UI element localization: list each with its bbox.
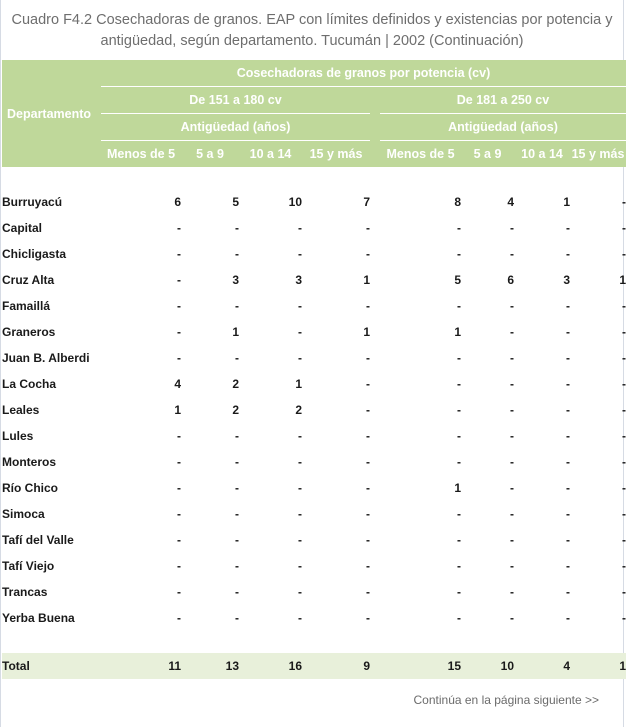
value-cell: - <box>566 455 570 469</box>
value-cell: - <box>298 533 302 547</box>
value-cell: 1 <box>363 325 370 339</box>
col-header-10-14: 10 a 14 <box>514 141 570 168</box>
table-row <box>2 293 626 319</box>
row-label: Juan B. Alberdi <box>2 351 90 365</box>
value-cell: - <box>298 507 302 521</box>
col-header-menos-5: Menos de 5 <box>101 141 181 168</box>
value-cell: - <box>566 429 570 443</box>
value-cell: 4 <box>514 653 570 679</box>
table-row <box>2 501 626 527</box>
value-cell: - <box>457 611 461 625</box>
gap-cell <box>370 501 380 527</box>
value-cell: - <box>298 247 302 261</box>
value-cell: 1 <box>454 325 461 339</box>
row-label: Tafí del Valle <box>2 533 74 547</box>
value-cell: 2 <box>232 377 239 391</box>
value-cell: - <box>566 221 570 235</box>
row-label: La Cocha <box>2 377 57 391</box>
value-cell: - <box>510 507 514 521</box>
value-cell: - <box>235 507 239 521</box>
value-cell: - <box>298 351 302 365</box>
value-cell: - <box>298 559 302 573</box>
col-header-range-2: De 181 a 250 cv <box>380 87 626 114</box>
row-label: Famaillá <box>2 299 51 313</box>
value-cell: 1 <box>174 403 181 417</box>
gap-cell <box>370 189 380 215</box>
col-header-15-mas: 15 y más <box>570 141 626 168</box>
gap-cell <box>370 267 380 293</box>
value-cell: 7 <box>363 195 370 209</box>
gap-cell <box>370 241 380 267</box>
value-cell: - <box>622 455 626 469</box>
value-cell: - <box>457 351 461 365</box>
value-cell: - <box>457 247 461 261</box>
value-cell: - <box>235 351 239 365</box>
value-cell: 2 <box>232 403 239 417</box>
value-cell: - <box>510 377 514 391</box>
value-cell: - <box>566 559 570 573</box>
col-header-gap <box>370 141 380 168</box>
value-cell: - <box>510 247 514 261</box>
value-cell: - <box>566 481 570 495</box>
value-cell: - <box>177 611 181 625</box>
value-cell: - <box>566 507 570 521</box>
value-cell: - <box>510 585 514 599</box>
value-cell: 5 <box>232 195 239 209</box>
value-cell: - <box>622 585 626 599</box>
gap-cell <box>370 579 380 605</box>
gap-cell <box>370 319 380 345</box>
gap-cell <box>370 605 380 631</box>
value-cell: - <box>177 221 181 235</box>
value-cell: 15 <box>380 653 461 679</box>
value-cell: 10 <box>461 653 514 679</box>
value-cell: - <box>298 299 302 313</box>
value-cell: - <box>510 325 514 339</box>
title-line-2: antigüedad, según departamento. Tucumán | 2002 (Continuación) <box>100 33 524 49</box>
value-cell: - <box>622 429 626 443</box>
value-cell: - <box>298 325 302 339</box>
value-cell: - <box>622 247 626 261</box>
table-title <box>1 0 623 60</box>
row-label: Río Chico <box>2 481 58 495</box>
row-label: Burruyacú <box>2 195 63 209</box>
gap-cell <box>370 293 380 319</box>
value-cell: - <box>457 221 461 235</box>
table-row <box>2 527 626 553</box>
col-header-10-14: 10 a 14 <box>239 141 302 168</box>
gap-cell <box>370 371 380 397</box>
value-cell: - <box>622 299 626 313</box>
row-label: Simoca <box>2 507 45 521</box>
value-cell: - <box>366 377 370 391</box>
value-cell: 1 <box>232 325 239 339</box>
value-cell: - <box>457 377 461 391</box>
col-header-gap <box>370 114 380 141</box>
table-row <box>2 397 626 423</box>
value-cell: - <box>366 559 370 573</box>
value-cell: 1 <box>295 377 302 391</box>
table-body <box>2 167 626 679</box>
value-cell: 2 <box>295 403 302 417</box>
col-header-15-mas: 15 y más <box>302 141 370 168</box>
value-cell: - <box>566 247 570 261</box>
value-cell: - <box>298 585 302 599</box>
value-cell: - <box>235 611 239 625</box>
continue-link[interactable]: Continúa en la página siguiente >> <box>413 693 599 707</box>
value-cell: - <box>510 351 514 365</box>
value-cell: - <box>622 403 626 417</box>
value-cell: - <box>457 533 461 547</box>
value-cell: - <box>566 611 570 625</box>
value-cell: - <box>622 377 626 391</box>
gap-cell <box>370 215 380 241</box>
value-cell: - <box>510 559 514 573</box>
value-cell: - <box>566 585 570 599</box>
value-cell: - <box>235 247 239 261</box>
value-cell: - <box>457 429 461 443</box>
col-header-gap <box>370 87 380 114</box>
gap-cell <box>370 553 380 579</box>
value-cell: 3 <box>563 273 570 287</box>
table-row <box>2 449 626 475</box>
table-row <box>2 579 626 605</box>
value-cell: 4 <box>174 377 181 391</box>
value-cell: 6 <box>507 273 514 287</box>
col-header-antiguedad-1: Antigüedad (años) <box>101 114 370 141</box>
value-cell: - <box>366 611 370 625</box>
value-cell: - <box>177 325 181 339</box>
data-table <box>2 60 626 679</box>
value-cell: - <box>510 299 514 313</box>
table-row <box>2 553 626 579</box>
value-cell: - <box>235 299 239 313</box>
value-cell: 1 <box>363 273 370 287</box>
row-label: Trancas <box>2 585 48 599</box>
title-line-1: Cuadro F4.2 Cosechadoras de granos. EAP con límites definidos y existencias por potencia y <box>11 12 613 28</box>
value-cell: - <box>366 481 370 495</box>
value-cell: 10 <box>288 195 302 209</box>
table-row <box>2 267 626 293</box>
table-row <box>2 371 626 397</box>
value-cell: - <box>298 429 302 443</box>
value-cell: - <box>177 351 181 365</box>
value-cell: - <box>235 533 239 547</box>
value-cell: - <box>566 533 570 547</box>
col-header-group: Cosechadoras de granos por potencia (cv) <box>101 60 626 87</box>
value-cell: - <box>457 299 461 313</box>
value-cell: 9 <box>302 653 370 679</box>
value-cell: - <box>177 273 181 287</box>
value-cell: - <box>177 507 181 521</box>
value-cell: - <box>366 455 370 469</box>
row-label: Cruz Alta <box>2 273 55 287</box>
value-cell: - <box>510 481 514 495</box>
row-label: Tafí Viejo <box>2 559 55 573</box>
table-row <box>2 345 626 371</box>
row-label: Yerba Buena <box>2 611 75 625</box>
value-cell: - <box>235 481 239 495</box>
value-cell: 1 <box>563 195 570 209</box>
col-header-menos-5: Menos de 5 <box>380 141 461 168</box>
value-cell: - <box>366 221 370 235</box>
value-cell: - <box>235 429 239 443</box>
gap-cell <box>370 475 380 501</box>
table-row <box>2 423 626 449</box>
gap-cell <box>370 527 380 553</box>
value-cell: - <box>235 585 239 599</box>
value-cell: - <box>510 533 514 547</box>
value-cell: - <box>235 559 239 573</box>
value-cell: 13 <box>181 653 239 679</box>
value-cell: - <box>457 455 461 469</box>
value-cell: - <box>622 195 626 209</box>
value-cell: - <box>177 455 181 469</box>
value-cell: 1 <box>619 273 626 287</box>
value-cell: 4 <box>507 195 514 209</box>
value-cell: - <box>366 533 370 547</box>
col-header-range-1: De 151 a 180 cv <box>101 87 370 114</box>
value-cell: - <box>566 403 570 417</box>
value-cell: 1 <box>454 481 461 495</box>
col-header-antiguedad-2: Antigüedad (años) <box>380 114 626 141</box>
value-cell: 5 <box>454 273 461 287</box>
value-cell: - <box>177 533 181 547</box>
value-cell: - <box>366 247 370 261</box>
value-cell: - <box>622 533 626 547</box>
value-cell: - <box>457 507 461 521</box>
value-cell: - <box>510 403 514 417</box>
value-cell: 6 <box>174 195 181 209</box>
value-cell: 3 <box>232 273 239 287</box>
col-header-departamento: Departamento <box>2 60 101 167</box>
value-cell: - <box>177 585 181 599</box>
value-cell: - <box>566 299 570 313</box>
table-row <box>2 189 626 215</box>
value-cell: - <box>366 299 370 313</box>
value-cell: - <box>510 455 514 469</box>
row-label: Lules <box>2 429 34 443</box>
value-cell: 1 <box>570 653 626 679</box>
table-row <box>2 319 626 345</box>
gap-cell <box>370 449 380 475</box>
value-cell: 3 <box>295 273 302 287</box>
value-cell: - <box>177 559 181 573</box>
row-label: Chicligasta <box>2 247 67 261</box>
value-cell: - <box>622 559 626 573</box>
value-cell: - <box>366 403 370 417</box>
spacer-row <box>2 167 626 189</box>
value-cell: 16 <box>239 653 302 679</box>
value-cell: - <box>366 351 370 365</box>
value-cell: - <box>510 429 514 443</box>
row-label: Monteros <box>2 455 56 469</box>
row-label: Total <box>2 653 101 679</box>
table-row <box>2 241 626 267</box>
value-cell: - <box>457 585 461 599</box>
value-cell: - <box>366 429 370 443</box>
value-cell: - <box>566 325 570 339</box>
value-cell: - <box>177 429 181 443</box>
value-cell: - <box>622 221 626 235</box>
value-cell: - <box>566 377 570 391</box>
row-label: Leales <box>2 403 40 417</box>
value-cell: - <box>177 299 181 313</box>
value-cell: - <box>622 507 626 521</box>
value-cell: - <box>235 455 239 469</box>
value-cell: - <box>298 455 302 469</box>
value-cell: - <box>622 481 626 495</box>
row-label: Graneros <box>2 325 56 339</box>
table-header <box>2 60 626 167</box>
value-cell: - <box>298 481 302 495</box>
value-cell: - <box>622 351 626 365</box>
value-cell: - <box>457 403 461 417</box>
value-cell: - <box>622 325 626 339</box>
value-cell: - <box>457 559 461 573</box>
value-cell: - <box>177 481 181 495</box>
table-row <box>2 605 626 631</box>
gap-cell <box>370 653 380 679</box>
value-cell: - <box>366 585 370 599</box>
value-cell: - <box>298 221 302 235</box>
value-cell: - <box>235 221 239 235</box>
value-cell: 8 <box>454 195 461 209</box>
value-cell: - <box>510 221 514 235</box>
col-header-5-9: 5 a 9 <box>461 141 514 168</box>
total-row <box>2 653 626 679</box>
table-row <box>2 215 626 241</box>
row-label: Capital <box>2 221 43 235</box>
value-cell: - <box>177 247 181 261</box>
spacer-row <box>2 631 626 653</box>
value-cell: - <box>510 611 514 625</box>
value-cell: - <box>298 611 302 625</box>
value-cell: - <box>622 611 626 625</box>
value-cell: - <box>366 507 370 521</box>
gap-cell <box>370 397 380 423</box>
value-cell: - <box>566 351 570 365</box>
value-cell: 11 <box>101 653 181 679</box>
gap-cell <box>370 423 380 449</box>
table-row <box>2 475 626 501</box>
gap-cell <box>370 345 380 371</box>
col-header-5-9: 5 a 9 <box>181 141 239 168</box>
